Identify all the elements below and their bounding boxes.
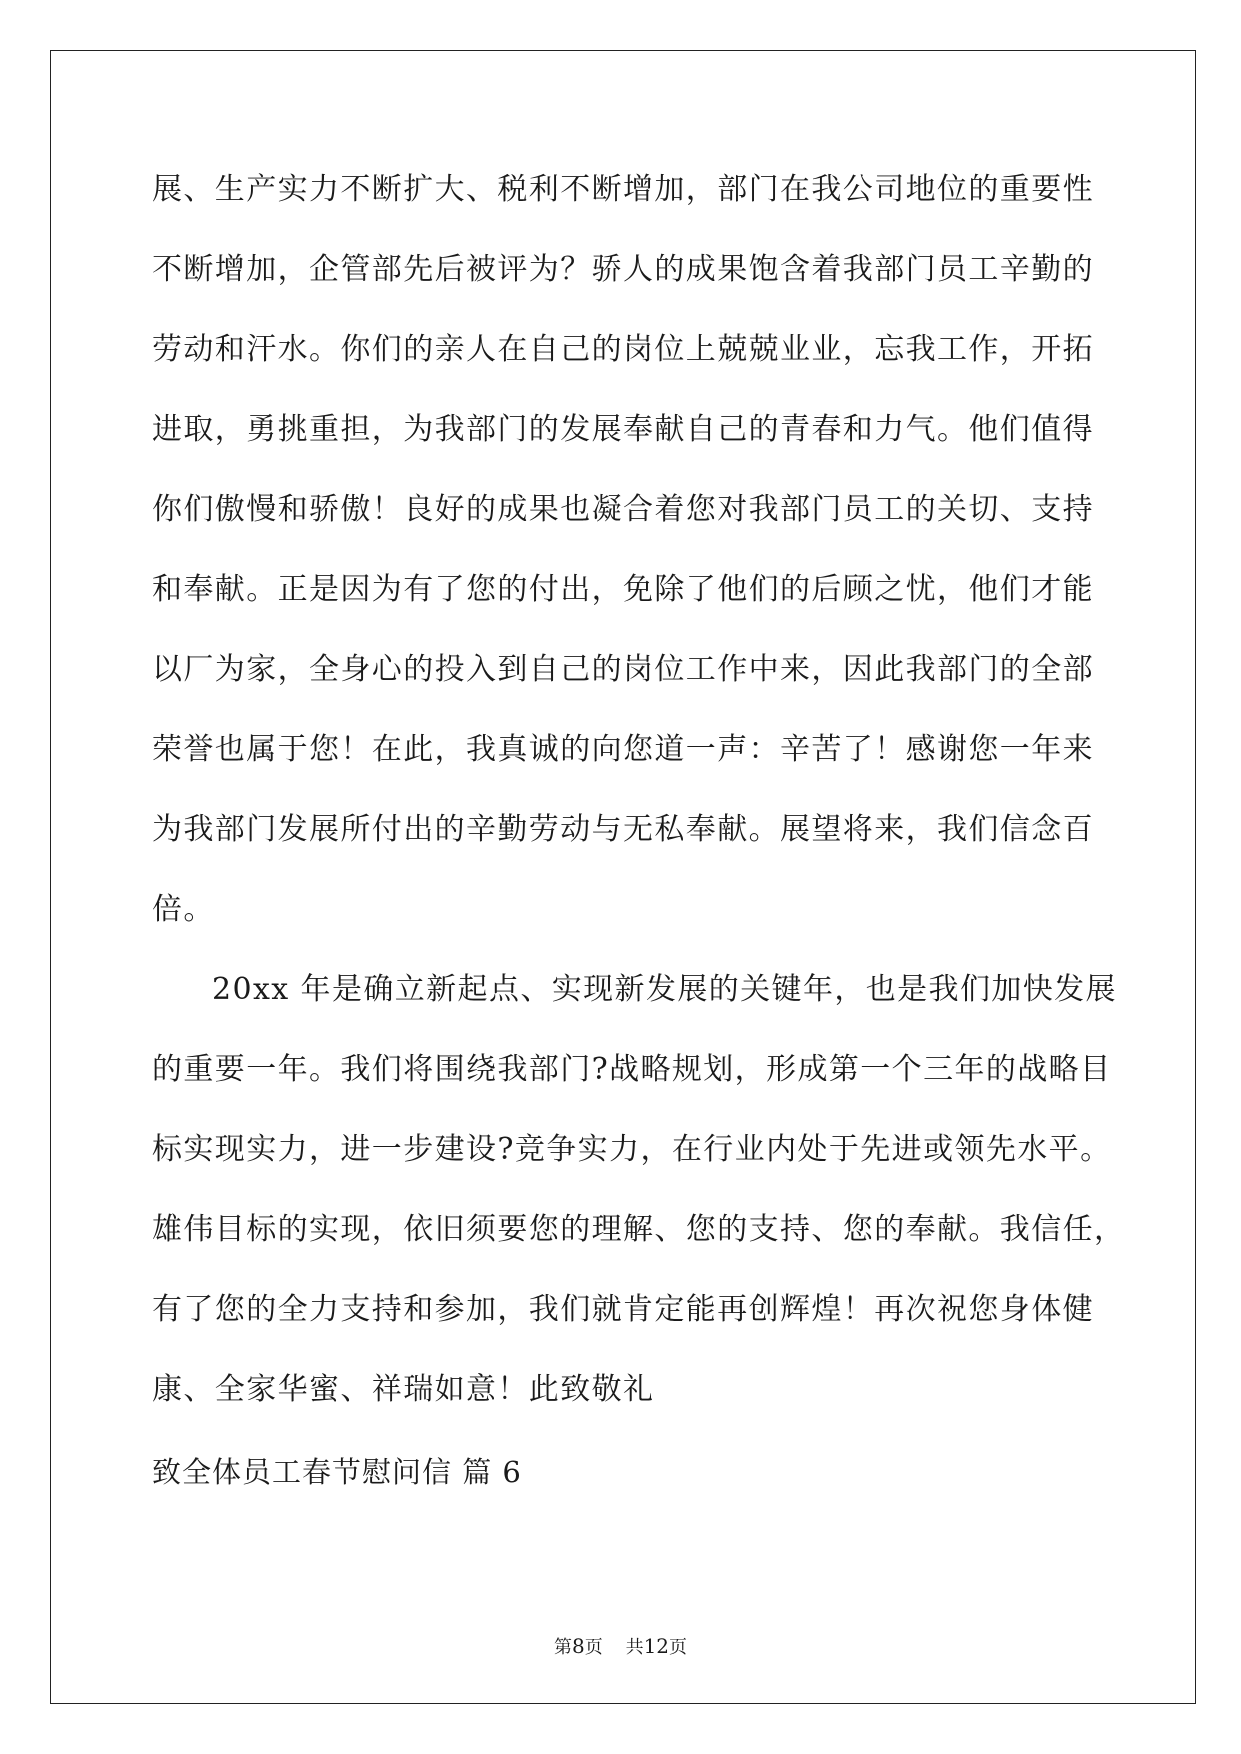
total-suffix: 页 bbox=[669, 1637, 688, 1658]
paragraph-2-line-3: 标实现实力，进一步建设?竞争实力，在行业内处于先进或领先水平。 bbox=[152, 1132, 1112, 1167]
paragraph-2-line-2: 的重要一年。我们将围绕我部门?战略规划，形成第一个三年的战略目 bbox=[152, 1052, 1112, 1087]
paragraph-1-line-3: 劳动和汗水。你们的亲人在自己的岗位上兢兢业业，忘我工作，开拓 bbox=[152, 332, 1094, 367]
paragraph-1-line-1: 展、生产实力不断扩大、税利不断增加，部门在我公司地位的重要性 bbox=[152, 172, 1094, 207]
paragraph-2-line-6: 康、全家华蜜、祥瑞如意！此致敬礼 bbox=[152, 1372, 655, 1407]
paragraph-1-line-8: 荣誉也属于您！在此，我真诚的向您道一声：辛苦了！感谢您一年来 bbox=[152, 732, 1094, 767]
page-prefix: 第 bbox=[553, 1637, 572, 1658]
paragraph-2-line-5: 有了您的全力支持和参加，我们就肯定能再创辉煌！再次祝您身体健 bbox=[152, 1292, 1094, 1327]
paragraph-1-line-9: 为我部门发展所付出的辛勤劳动与无私奉献。展望将来，我们信念百 bbox=[152, 812, 1094, 847]
page-footer bbox=[0, 1634, 1241, 1660]
paragraph-1-line-10: 倍。 bbox=[152, 892, 215, 927]
page-current: 8 bbox=[571, 1634, 585, 1658]
paragraph-1-line-4: 进取，勇挑重担，为我部门的发展奉献自己的青春和力气。他们值得 bbox=[152, 412, 1094, 447]
page-suffix: 页 bbox=[584, 1637, 603, 1658]
section-heading: 致全体员工春节慰问信 篇 6 bbox=[152, 1455, 522, 1489]
paragraph-1-line-7: 以厂为家，全身心的投入到自己的岗位工作中来，因此我部门的全部 bbox=[152, 652, 1094, 687]
page-total: 12 bbox=[643, 1634, 670, 1658]
paragraph-2-line-1: 20xx 年是确立新起点、实现新发展的关键年，也是我们加快发展 bbox=[212, 972, 1117, 1007]
paragraph-1-line-5: 你们傲慢和骄傲！良好的成果也凝合着您对我部门员工的关切、支持 bbox=[152, 492, 1094, 527]
paragraph-1-line-2: 不断增加，企管部先后被评为？骄人的成果饱含着我部门员工辛勤的 bbox=[152, 252, 1094, 287]
total-prefix: 共 bbox=[625, 1637, 644, 1658]
paragraph-2-line-4: 雄伟目标的实现，依旧须要您的理解、您的支持、您的奉献。我信任， bbox=[152, 1212, 1126, 1247]
paragraph-1-line-6: 和奉献。正是因为有了您的付出，免除了他们的后顾之忧，他们才能 bbox=[152, 572, 1094, 607]
